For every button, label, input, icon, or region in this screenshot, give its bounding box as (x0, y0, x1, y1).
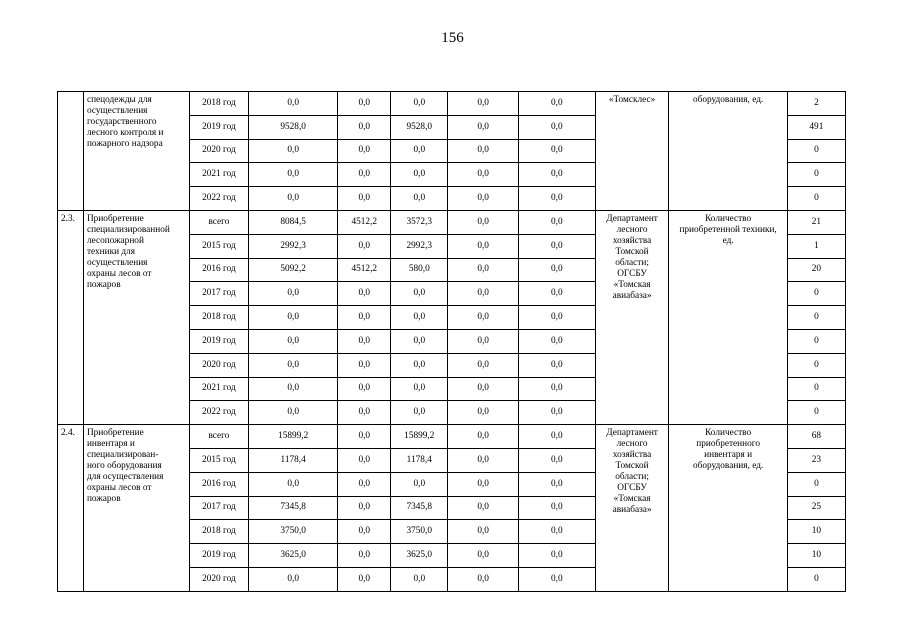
indicator-value-cell: 0 (787, 329, 845, 353)
executor-cell (595, 210, 669, 424)
other-funding-cell: 0,0 (518, 520, 595, 544)
indicator-value-cell: 0 (787, 139, 845, 163)
item-name: Приобретение инвентаря и специализирован- ного оборудования для осуществления охраны лесов от пожаров (86, 428, 164, 505)
other-funding-cell: 0,0 (518, 425, 595, 449)
total-funding-cell: 0,0 (249, 472, 338, 496)
other-funding-cell: 0,0 (518, 448, 595, 472)
local-funding-cell: 0,0 (448, 425, 519, 449)
total-funding-cell: 0,0 (249, 306, 338, 330)
total-funding-cell: 0,0 (249, 567, 338, 591)
federal-funding-cell: 0,0 (338, 115, 391, 139)
item-name-cell (83, 425, 189, 592)
total-funding-cell: 0,0 (249, 377, 338, 401)
total-funding-cell: 9528,0 (249, 115, 338, 139)
regional-funding-cell: 0,0 (391, 306, 448, 330)
total-funding-cell: 1178,4 (249, 448, 338, 472)
federal-funding-cell: 0,0 (338, 353, 391, 377)
total-funding-cell: 0,0 (249, 163, 338, 187)
other-funding-cell: 0,0 (518, 306, 595, 330)
indicator-value-cell: 10 (787, 520, 845, 544)
local-funding-cell: 0,0 (448, 567, 519, 591)
year-cell: 2019 год (189, 329, 248, 353)
executor-text: Департамент лесного хозяйства Томской области; ОГСБУ «Томская авиабаза» (606, 428, 658, 516)
local-funding-cell: 0,0 (448, 234, 519, 258)
federal-funding-cell: 0,0 (338, 139, 391, 163)
indicator-value-cell: 0 (787, 377, 845, 401)
local-funding-cell: 0,0 (448, 282, 519, 306)
local-funding-cell: 0,0 (448, 163, 519, 187)
regional-funding-cell: 0,0 (391, 282, 448, 306)
year-cell: 2020 год (189, 139, 248, 163)
year-cell: всего (189, 210, 248, 234)
total-funding-cell: 5092,2 (249, 258, 338, 282)
indicator-value-cell: 0 (787, 401, 845, 425)
other-funding-cell: 0,0 (518, 401, 595, 425)
indicator-value-cell: 0 (787, 306, 845, 330)
other-funding-cell: 0,0 (518, 139, 595, 163)
federal-funding-cell: 4512,2 (338, 258, 391, 282)
regional-funding-cell: 0,0 (391, 377, 448, 401)
regional-funding-cell: 0,0 (391, 329, 448, 353)
other-funding-cell: 0,0 (518, 163, 595, 187)
local-funding-cell: 0,0 (448, 115, 519, 139)
federal-funding-cell: 0,0 (338, 520, 391, 544)
indicator-value-cell: 0 (787, 472, 845, 496)
federal-funding-cell: 0,0 (338, 329, 391, 353)
regional-funding-cell: 9528,0 (391, 115, 448, 139)
table-row (58, 210, 846, 234)
program-table (57, 91, 846, 592)
regional-funding-cell: 0,0 (391, 139, 448, 163)
year-cell: 2017 год (189, 282, 248, 306)
executor-cell (595, 92, 669, 211)
regional-funding-cell: 580,0 (391, 258, 448, 282)
year-cell: 2016 год (189, 472, 248, 496)
federal-funding-cell: 0,0 (338, 544, 391, 568)
local-funding-cell: 0,0 (448, 353, 519, 377)
indicator-value-cell: 20 (787, 258, 845, 282)
local-funding-cell: 0,0 (448, 520, 519, 544)
total-funding-cell: 8084,5 (249, 210, 338, 234)
regional-funding-cell: 0,0 (391, 472, 448, 496)
regional-funding-cell: 3572,3 (391, 210, 448, 234)
other-funding-cell: 0,0 (518, 472, 595, 496)
indicator-cell (669, 92, 787, 211)
regional-funding-cell: 1178,4 (391, 448, 448, 472)
other-funding-cell: 0,0 (518, 187, 595, 211)
federal-funding-cell: 4512,2 (338, 210, 391, 234)
regional-funding-cell: 0,0 (391, 567, 448, 591)
item-name-cell (83, 92, 189, 211)
other-funding-cell: 0,0 (518, 92, 595, 116)
federal-funding-cell: 0,0 (338, 496, 391, 520)
item-name: спецодежды для осуществления государственного лесного контроля и пожарного надзора (86, 95, 164, 149)
regional-funding-cell: 0,0 (391, 92, 448, 116)
regional-funding-cell: 0,0 (391, 163, 448, 187)
indicator-value-cell: 68 (787, 425, 845, 449)
year-cell: 2015 год (189, 234, 248, 258)
total-funding-cell: 2992,3 (249, 234, 338, 258)
indicator-text: Количество приобретенной техники, ед. (679, 213, 777, 246)
local-funding-cell: 0,0 (448, 448, 519, 472)
indicator-text: оборудования, ед. (692, 95, 764, 105)
other-funding-cell: 0,0 (518, 210, 595, 234)
total-funding-cell: 7345,8 (249, 496, 338, 520)
year-cell: 2020 год (189, 567, 248, 591)
year-cell: 2019 год (189, 115, 248, 139)
indicator-cell (669, 210, 787, 424)
regional-funding-cell: 15899,2 (391, 425, 448, 449)
regional-funding-cell: 0,0 (391, 353, 448, 377)
other-funding-cell: 0,0 (518, 544, 595, 568)
year-cell: 2018 год (189, 306, 248, 330)
indicator-cell (669, 425, 787, 592)
year-cell: 2017 год (189, 496, 248, 520)
federal-funding-cell: 0,0 (338, 448, 391, 472)
indicator-value-cell: 0 (787, 567, 845, 591)
other-funding-cell: 0,0 (518, 234, 595, 258)
indicator-value-cell: 0 (787, 163, 845, 187)
local-funding-cell: 0,0 (448, 306, 519, 330)
page-number: 156 (441, 30, 464, 46)
total-funding-cell: 15899,2 (249, 425, 338, 449)
indicator-value-cell: 1 (787, 234, 845, 258)
executor-cell (595, 425, 669, 592)
year-cell: 2019 год (189, 544, 248, 568)
federal-funding-cell: 0,0 (338, 282, 391, 306)
local-funding-cell: 0,0 (448, 210, 519, 234)
regional-funding-cell: 7345,8 (391, 496, 448, 520)
other-funding-cell: 0,0 (518, 115, 595, 139)
item-name: Приобретение специализированной лесопожарной техники для осуществления охраны лесов от пожаров (86, 213, 170, 290)
federal-funding-cell: 0,0 (338, 163, 391, 187)
indicator-value-cell: 21 (787, 210, 845, 234)
executor-text: Департамент лесного хозяйства Томской области; ОГСБУ «Томская авиабаза» (606, 213, 658, 301)
total-funding-cell: 0,0 (249, 401, 338, 425)
indicator-text: Количество приобретенного инвентаря и оборудования, ед. (692, 428, 764, 472)
other-funding-cell: 0,0 (518, 282, 595, 306)
other-funding-cell: 0,0 (518, 353, 595, 377)
local-funding-cell: 0,0 (448, 258, 519, 282)
federal-funding-cell: 0,0 (338, 567, 391, 591)
local-funding-cell: 0,0 (448, 496, 519, 520)
indicator-value-cell: 0 (787, 353, 845, 377)
item-number-cell: 2.4. (58, 425, 84, 592)
total-funding-cell: 3625,0 (249, 544, 338, 568)
total-funding-cell: 0,0 (249, 353, 338, 377)
total-funding-cell: 0,0 (249, 187, 338, 211)
total-funding-cell: 0,0 (249, 282, 338, 306)
local-funding-cell: 0,0 (448, 139, 519, 163)
local-funding-cell: 0,0 (448, 377, 519, 401)
indicator-value-cell: 491 (787, 115, 845, 139)
other-funding-cell: 0,0 (518, 329, 595, 353)
table-body (58, 92, 846, 592)
regional-funding-cell: 0,0 (391, 187, 448, 211)
federal-funding-cell: 0,0 (338, 401, 391, 425)
item-number-cell (58, 92, 84, 211)
regional-funding-cell: 3750,0 (391, 520, 448, 544)
item-number-cell: 2.3. (58, 210, 84, 424)
regional-funding-cell: 0,0 (391, 401, 448, 425)
indicator-value-cell: 25 (787, 496, 845, 520)
item-name-cell (83, 210, 189, 424)
local-funding-cell: 0,0 (448, 92, 519, 116)
total-funding-cell: 3750,0 (249, 520, 338, 544)
local-funding-cell: 0,0 (448, 401, 519, 425)
year-cell: 2021 год (189, 163, 248, 187)
local-funding-cell: 0,0 (448, 187, 519, 211)
year-cell: 2021 год (189, 377, 248, 401)
table-row (58, 92, 846, 116)
year-cell: всего (189, 425, 248, 449)
year-cell: 2022 год (189, 401, 248, 425)
other-funding-cell: 0,0 (518, 258, 595, 282)
local-funding-cell: 0,0 (448, 472, 519, 496)
federal-funding-cell: 0,0 (338, 92, 391, 116)
year-cell: 2018 год (189, 92, 248, 116)
year-cell: 2020 год (189, 353, 248, 377)
year-cell: 2022 год (189, 187, 248, 211)
year-cell: 2018 год (189, 520, 248, 544)
total-funding-cell: 0,0 (249, 329, 338, 353)
indicator-value-cell: 2 (787, 92, 845, 116)
year-cell: 2015 год (189, 448, 248, 472)
table-row (58, 425, 846, 449)
executor-text: «Томсклес» (608, 95, 656, 105)
federal-funding-cell: 0,0 (338, 472, 391, 496)
federal-funding-cell: 0,0 (338, 425, 391, 449)
indicator-value-cell: 0 (787, 282, 845, 306)
total-funding-cell: 0,0 (249, 139, 338, 163)
local-funding-cell: 0,0 (448, 544, 519, 568)
regional-funding-cell: 2992,3 (391, 234, 448, 258)
other-funding-cell: 0,0 (518, 496, 595, 520)
total-funding-cell: 0,0 (249, 92, 338, 116)
indicator-value-cell: 0 (787, 187, 845, 211)
regional-funding-cell: 3625,0 (391, 544, 448, 568)
federal-funding-cell: 0,0 (338, 306, 391, 330)
other-funding-cell: 0,0 (518, 567, 595, 591)
other-funding-cell: 0,0 (518, 377, 595, 401)
indicator-value-cell: 23 (787, 448, 845, 472)
federal-funding-cell: 0,0 (338, 377, 391, 401)
federal-funding-cell: 0,0 (338, 187, 391, 211)
indicator-value-cell: 10 (787, 544, 845, 568)
federal-funding-cell: 0,0 (338, 234, 391, 258)
local-funding-cell: 0,0 (448, 329, 519, 353)
year-cell: 2016 год (189, 258, 248, 282)
